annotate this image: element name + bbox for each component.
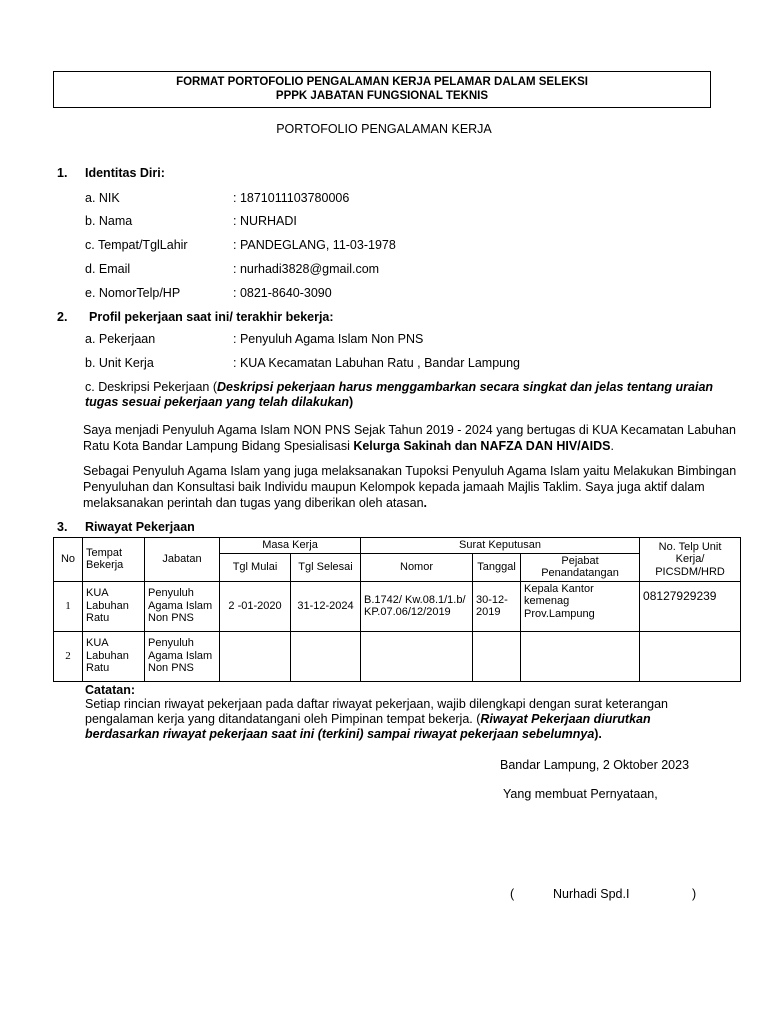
signature-name: Nurhadi Spd.I bbox=[553, 887, 630, 901]
profile-deskripsi-close: ) bbox=[349, 395, 354, 409]
row-2-tanggal bbox=[473, 631, 521, 681]
notes-title: Catatan: bbox=[85, 683, 136, 697]
header-telp-unit: No. Telp Unit Kerja/ PICSDM/HRD bbox=[640, 538, 741, 582]
identity-email bbox=[85, 262, 685, 278]
header-tgl-selesai: Tgl Selesai bbox=[291, 553, 361, 581]
identity-ttl-value: : PANDEGLANG, 11-03-1978 bbox=[233, 238, 396, 252]
profile-deskripsi-instruction: Deskripsi pekerjaan harus menggambarkan secara singkat dan jelas tentang uraian tugas sesuai pekerjaan yang telah dilakukan bbox=[85, 380, 714, 409]
row-1-tempat: KUA Labuhan Ratu bbox=[83, 581, 145, 631]
profile-unit-kerja bbox=[85, 356, 685, 372]
profile-pekerjaan bbox=[85, 332, 685, 348]
identity-phone-label: e. NomorTelp/HP bbox=[85, 286, 181, 300]
paragraph-1-bold: Kelurga Sakinah dan NAFZA DAN HIV/AIDS bbox=[353, 439, 611, 453]
row-1-tgl-mulai: 2 -01-2020 bbox=[220, 581, 291, 631]
header-surat-keputusan: Surat Keputusan bbox=[361, 538, 640, 554]
identity-ttl bbox=[85, 238, 685, 254]
identity-nama-label: b. Nama bbox=[85, 214, 133, 228]
row-2-tempat: KUA Labuhan Ratu bbox=[83, 631, 145, 681]
header-no: No bbox=[54, 538, 83, 582]
notes-close: ). bbox=[594, 727, 602, 741]
profile-unit-kerja-label: b. Unit Kerja bbox=[85, 356, 154, 370]
section-3-number: 3. bbox=[57, 520, 68, 534]
row-2-no: 2 bbox=[54, 631, 83, 681]
document-title: PORTOFOLIO PENGALAMAN KERJA bbox=[276, 122, 492, 136]
description-paragraph-1 bbox=[83, 422, 743, 454]
paragraph-2-end: . bbox=[423, 496, 427, 510]
row-1-jabatan: Penyuluh Agama Islam Non PNS bbox=[145, 581, 220, 631]
signature-close-paren: ) bbox=[692, 887, 697, 901]
row-2-tgl-selesai bbox=[291, 631, 361, 681]
header-box bbox=[53, 71, 711, 108]
table-row bbox=[54, 581, 741, 631]
profile-unit-kerja-value: : KUA Kecamatan Labuhan Ratu , Bandar Lampung bbox=[233, 356, 520, 370]
header-tanggal: Tanggal bbox=[473, 553, 521, 581]
section-1-number: 1. bbox=[57, 166, 68, 180]
identity-email-label: d. Email bbox=[85, 262, 131, 276]
identity-phone-value: : 0821-8640-3090 bbox=[233, 286, 332, 300]
profile-pekerjaan-value: : Penyuluh Agama Islam Non PNS bbox=[233, 332, 424, 346]
row-1-telp: 08127929239 bbox=[640, 581, 741, 631]
row-2-pejabat bbox=[521, 631, 640, 681]
row-1-nomor: B.1742/ Kw.08.1/1.b/ KP.07.06/12/2019 bbox=[361, 581, 473, 631]
paragraph-1-text: Saya menjadi Penyuluh Agama Islam NON PNS Sejak Tahun 2019 - 2024 yang bertugas di KUA Kecamatan Labuhan Ratu Kota Bandar Lampung Bidang Spesialisasi bbox=[83, 423, 736, 453]
section-1-title: Identitas Diri: bbox=[85, 166, 165, 180]
header-line-1: FORMAT PORTOFOLIO PENGALAMAN KERJA PELAMAR DALAM SELEKSI bbox=[176, 76, 588, 88]
header-jabatan: Jabatan bbox=[145, 538, 220, 582]
header-nomor: Nomor bbox=[361, 553, 473, 581]
header-line-2: PPPK JABATAN FUNGSIONAL TEKNIS bbox=[275, 90, 489, 102]
table-header-row-1 bbox=[54, 538, 741, 554]
row-1-pejabat: Kepala Kantor kemenag Prov.Lampung bbox=[521, 581, 640, 631]
table-row bbox=[54, 631, 741, 681]
description-paragraph-2 bbox=[83, 463, 743, 511]
section-3-title: Riwayat Pekerjaan bbox=[85, 520, 195, 534]
work-history-table bbox=[53, 537, 741, 682]
header-masa-kerja: Masa Kerja bbox=[220, 538, 361, 554]
row-2-jabatan: Penyuluh Agama Islam Non PNS bbox=[145, 631, 220, 681]
statement: Yang membuat Pernyataan, bbox=[503, 787, 658, 801]
place-date: Bandar Lampung, 2 Oktober 2023 bbox=[500, 758, 690, 772]
row-2-telp bbox=[640, 631, 741, 681]
row-2-nomor bbox=[361, 631, 473, 681]
row-1-tgl-selesai: 31-12-2024 bbox=[291, 581, 361, 631]
section-2-title: Profil pekerjaan saat ini/ terakhir bekerja: bbox=[89, 310, 334, 324]
paragraph-2-text: Sebagai Penyuluh Agama Islam yang juga melaksanakan Tupoksi Penyuluh Agama Islam yaitu Melakukan Bimbingan Penyuluhan dan Konsultasi baik Individu maupun Kelompok kepada jamaah Majlis Taklim. Saya juga aktif dalam melaksanakan perintah dan tugas yang diberikan oleh atasan bbox=[83, 464, 737, 510]
profile-deskripsi-label: c. Deskripsi Pekerjaan ( bbox=[85, 380, 217, 394]
identity-ttl-label: c. Tempat/TglLahir bbox=[85, 238, 188, 252]
row-2-tgl-mulai bbox=[220, 631, 291, 681]
row-1-no: 1 bbox=[54, 581, 83, 631]
notes-body: Setiap rincian riwayat pekerjaan pada daftar riwayat pekerjaan, wajib dilengkapi dengan surat keterangan pengalaman kerja yang ditandatangani oleh Pimpinan tempat bekerja. ( bbox=[85, 697, 669, 726]
profile-deskripsi bbox=[85, 380, 745, 410]
notes-text bbox=[85, 697, 705, 742]
notes-italic: Riwayat Pekerjaan diurutkan berdasarkan riwayat pekerjaan saat ini (terkini) sampai riwayat pekerjaan sebelumnya bbox=[85, 712, 651, 741]
header-tempat-bekerja: Tempat Bekerja bbox=[83, 538, 145, 582]
identity-email-value: : nurhadi3828@gmail.com bbox=[233, 262, 380, 276]
identity-nik-value: : 1871011103780006 bbox=[233, 191, 350, 205]
identity-nama bbox=[85, 214, 685, 230]
header-tgl-mulai: Tgl Mulai bbox=[220, 553, 291, 581]
identity-phone bbox=[85, 286, 685, 302]
signature-open-paren: ( bbox=[510, 887, 515, 901]
header-pejabat: Pejabat Penandatangan bbox=[521, 553, 640, 581]
section-2-number: 2. bbox=[57, 310, 68, 324]
identity-nama-value: : NURHADI bbox=[233, 214, 297, 228]
identity-nik bbox=[85, 191, 685, 207]
profile-pekerjaan-label: a. Pekerjaan bbox=[85, 332, 156, 346]
row-1-tanggal: 30-12-2019 bbox=[473, 581, 521, 631]
identity-nik-label: a. NIK bbox=[85, 191, 120, 205]
paragraph-1-end: . bbox=[610, 439, 615, 453]
